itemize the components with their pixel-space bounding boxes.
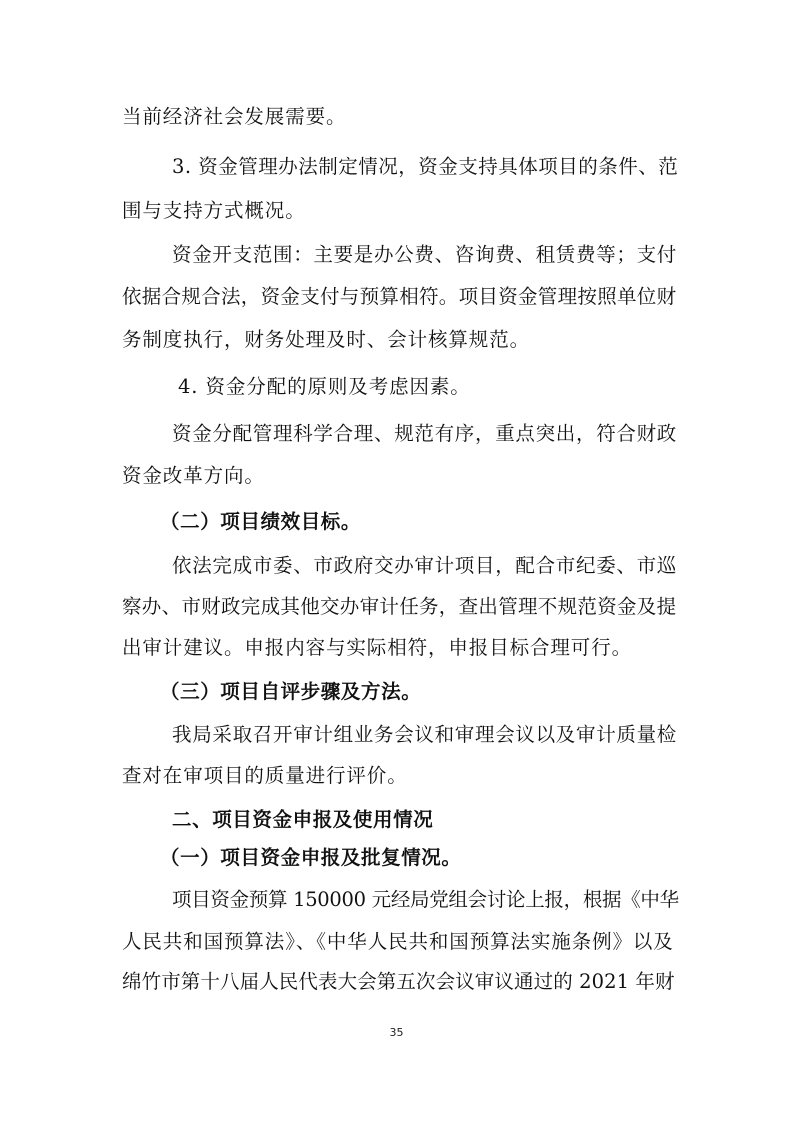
- section-heading-self-evaluation: （三）项目自评步骤及方法。: [160, 680, 422, 703]
- paragraph-line: 人民共和国预算法》、《中华人民共和国预算法实施条例》以及: [122, 930, 674, 953]
- paragraph-line: 当前经济社会发展需要。: [122, 105, 347, 128]
- paragraph-line: 项目资金预算 150000 元经局党组会讨论上报，根据《中华: [172, 888, 679, 911]
- chapter-heading-funding: 二、项目资金申报及使用情况: [172, 808, 434, 831]
- paragraph-line: 资金分配管理科学合理、规范有序，重点突出，符合财政: [172, 422, 678, 445]
- numbered-item-4: 4. 资金分配的原则及考虑因素。: [178, 375, 471, 398]
- paragraph-line: 绵竹市第十八届人民代表大会第五次会议审议通过的 2021 年财: [122, 970, 675, 993]
- paragraph-line: 我局采取召开审计组业务会议和审理会议以及审计质量检: [172, 723, 678, 746]
- paragraph-line: 依法完成市委、市政府交办审计项目，配合市纪委、市巡: [172, 554, 678, 577]
- paragraph-line: 资金改革方向。: [122, 464, 265, 487]
- paragraph-line: 围与支持方式概况。: [122, 199, 306, 222]
- paragraph-line: 务制度执行，财务处理及时、会计核算规范。: [122, 328, 531, 351]
- numbered-item-3: 3. 资金管理办法制定情况，资金支持具体项目的条件、范: [172, 155, 679, 178]
- section-heading-performance-goals: （二）项目绩效目标。: [160, 510, 362, 533]
- paragraph-line: 查对在审项目的质量进行评价。: [122, 764, 408, 787]
- page-number: 35: [389, 1026, 404, 1039]
- paragraph-line: 依据合规合法，资金支付与预算相符。项目资金管理按照单位财: [122, 285, 677, 308]
- paragraph-line: 资金开支范围：主要是办公费、咨询费、租赁费等；支付: [172, 243, 678, 266]
- section-heading-funding-approval: （一）项目资金申报及批复情况。: [160, 846, 462, 869]
- paragraph-line: 察办、市财政完成其他交办审计任务，查出管理不规范资金及提: [122, 595, 677, 618]
- paragraph-line: 出审计建议。申报内容与实际相符，申报目标合理可行。: [122, 636, 633, 659]
